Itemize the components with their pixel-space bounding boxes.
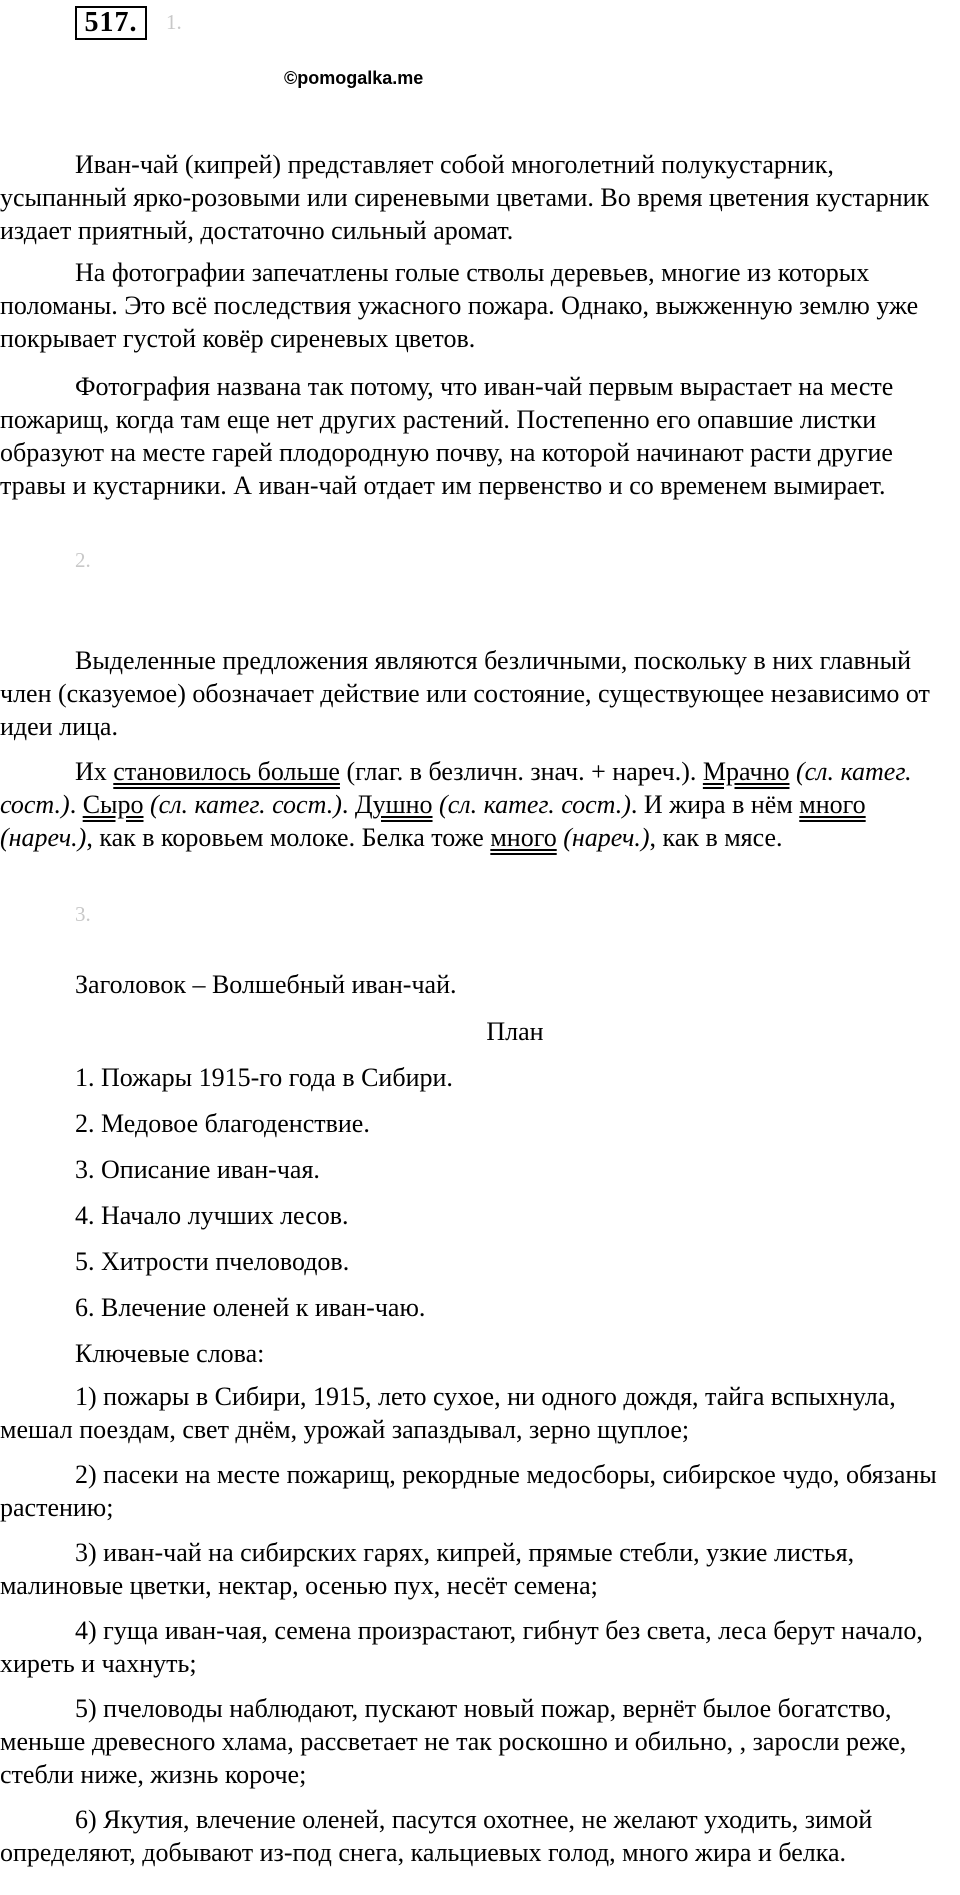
keyword-item: 5) пчеловоды наблюдают, пускают новый пожар, вернёт былое богатство, меньше древесного хлама, рассветает не так роскошно и обильно, , заросли реже, стебли ниже, жизнь короче; (0, 1694, 907, 1789)
paragraph-2: На фотографии запечатлены голые стволы деревьев, многие из которых поломаны. Это всё последствия ужасного пожара. Однако, выжженную землю уже покрывает густой ковёр сиреневых цветов. (0, 258, 919, 353)
paragraph-analysis (0, 755, 960, 854)
keyword-item: 6) Якутия, влечение оленей, пасутся охотнее, не желают уходить, зимой определяют, добывают из-под снега, кальциевых голод, много жира и белка. (0, 1805, 873, 1867)
grammar-note: (сл. катег. сост.) (143, 790, 342, 819)
title-line: Заголовок – Волшебный иван-чай. (75, 970, 457, 999)
underlined-predicate: много (490, 823, 557, 852)
analysis-text: . (341, 790, 355, 819)
grammar-note: (сл. катег. сост.) (432, 790, 631, 819)
watermark: ©pomogalka.me (284, 68, 424, 88)
paragraph-1: Иван-чай (кипрей) представляет собой многолетний полукустарник, усыпанный ярко-розовыми или сиреневыми цветами. Во время цветения кустарник издает приятный, достаточно сильный аромат. (0, 150, 930, 245)
keyword-item: 4) гуща иван-чая, семена произрастают, гибнут без света, леса берут начало, хиреть и чахнуть; (0, 1616, 923, 1678)
analysis-text: (глаг. в безличн. знач. + нареч.). (339, 757, 703, 786)
underlined-predicate: становилось больше (113, 757, 340, 786)
underlined-predicate: Душно (354, 790, 433, 819)
plan-item: 4. Начало лучших лесов. (75, 1201, 349, 1230)
plan-item: 3. Описание иван-чая. (75, 1155, 320, 1184)
analysis-text: . (69, 790, 83, 819)
underlined-predicate: Сыро (82, 790, 144, 819)
keyword-item: 3) иван-чай на сибирских гарях, кипрей, прямые стебли, узкие листья, малиновые цветки, нектар, осенью пух, несёт семена; (0, 1538, 855, 1600)
grammar-note: (нареч.) (556, 823, 650, 852)
keywords-heading: Ключевые слова: (75, 1339, 265, 1368)
paragraph-3: Фотография названа так потому, что иван-чай первым вырастает на месте пожарищ, когда там еще нет других растений. Постепенно его опавшие листки образуют на месте гарей плодородную почву, на которой начинают расти другие травы и кустарники. А иван-чай отдает им первенство и со временем вымирает. (0, 372, 894, 500)
grammar-note: (сл. катег. сост.) (0, 757, 912, 819)
analysis-text: Их (75, 757, 114, 786)
task-marker-3: 3. (75, 902, 91, 926)
exercise-number-box: 517. (75, 6, 147, 40)
paragraph-impersonal: Выделенные предложения являются безличными, поскольку в них главный член (сказуемое) обозначает действие или состояние, существующее независимо от идеи лица. (0, 646, 930, 741)
analysis-text: , как в мясе. (649, 823, 783, 852)
task-marker-1: 1. (166, 10, 182, 34)
plan-item: 5. Хитрости пчеловодов. (75, 1247, 350, 1276)
plan-item: 1. Пожары 1915-го года в Сибири. (75, 1063, 453, 1092)
plan-item: 2. Медовое благоденствие. (75, 1109, 370, 1138)
task-marker-2: 2. (75, 548, 91, 572)
grammar-note: (нареч.) (0, 823, 87, 852)
underlined-predicate: Мрачно (702, 757, 790, 786)
analysis-text: , как в коровьем молоке. Белка тоже (86, 823, 491, 852)
plan-heading: План (486, 1017, 544, 1046)
plan-item: 6. Влечение оленей к иван-чаю. (75, 1293, 426, 1322)
keyword-item: 2) пасеки на месте пожарищ, рекордные медосборы, сибирское чудо, обязаны растению; (0, 1460, 937, 1522)
analysis-text: . И жира в нём (630, 790, 800, 819)
underlined-predicate: много (799, 790, 866, 819)
keyword-item: 1) пожары в Сибири, 1915, лето сухое, ни одного дождя, тайга вспыхнула, мешал поездам, свет днём, урожай запаздывал, зерно щуплое; (0, 1382, 896, 1444)
